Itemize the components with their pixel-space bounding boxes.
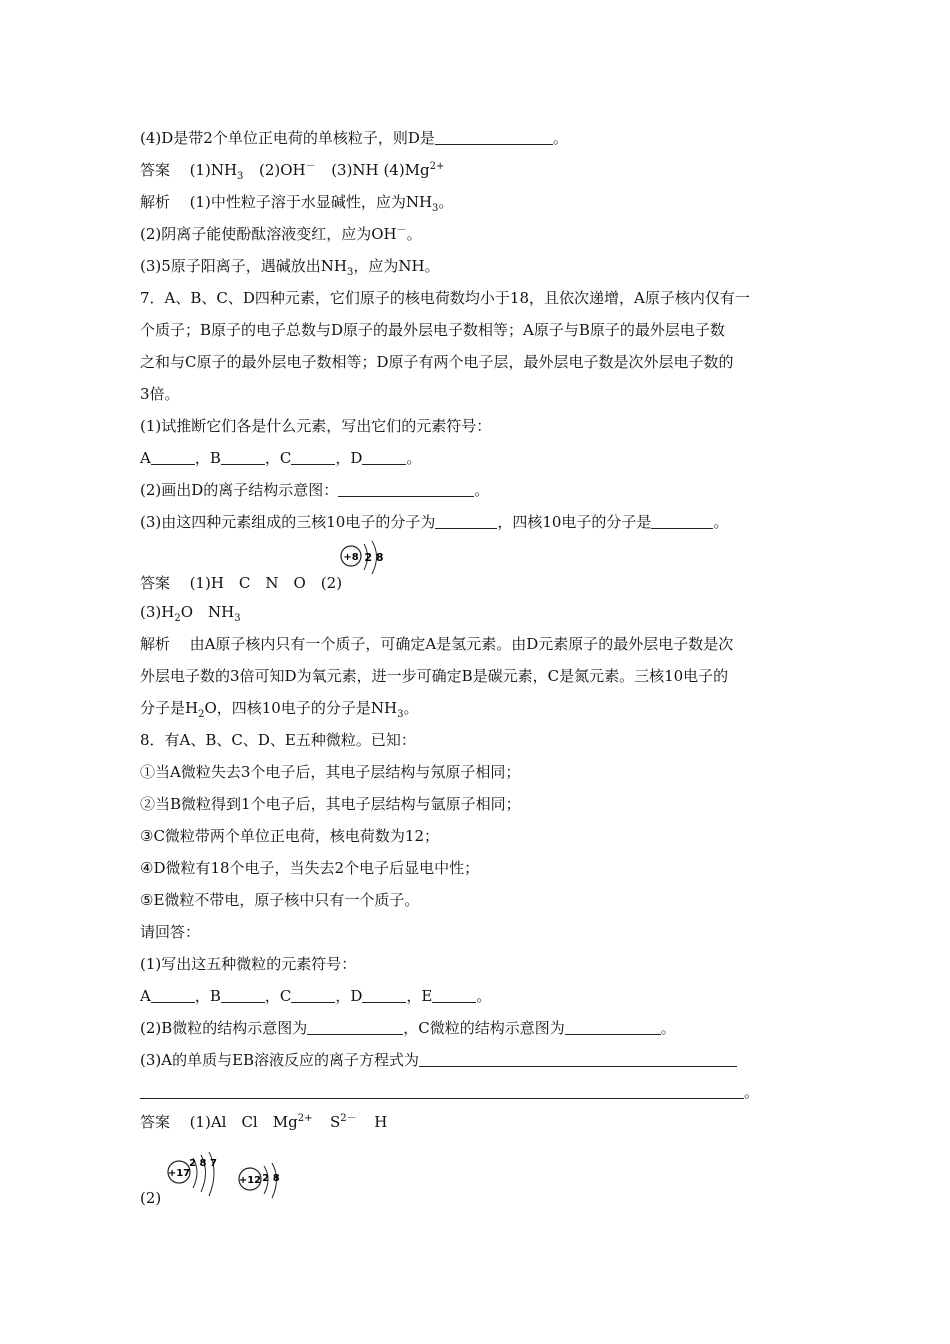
q8-answer-2: (2) (140, 1189, 162, 1207)
q6-analysis-3-sub: 3 (347, 267, 354, 278)
q8-diagram-c-shells: 2 8 (262, 1173, 280, 1184)
q7-analysis-3c: 。 (403, 699, 419, 717)
q6-answer (140, 160, 820, 180)
q7-blanks (140, 448, 820, 468)
q7-analysis-3-sub: 2 (198, 709, 205, 720)
q6-answer-1-sub: 3 (237, 171, 244, 182)
q7-stem-3: 之和与C原子的最外层电子数相等；D原子有两个电子层，最外层电子数是次外层电子数的 (140, 353, 734, 371)
q8-blank-e-label: ，E (406, 987, 433, 1005)
q7-part2-end: 。 (474, 481, 490, 499)
q8-condition-4: ④D微粒有18个电子，当失去2个电子后显电中性； (140, 859, 480, 877)
q8-blank-end: 。 (476, 987, 492, 1005)
q7-answer-3a: (3)H (140, 603, 175, 621)
q6-part4 (140, 128, 820, 148)
q8-part2-end: 。 (660, 1019, 676, 1037)
q8-answer-label: 答案 (140, 1113, 171, 1131)
q8-ask: 请回答： (140, 923, 201, 941)
q7-answer-3b: O NH (180, 603, 235, 621)
q8-part3-cont (140, 1082, 820, 1102)
q8-diagram-b-shells: 2 8 7 (189, 1158, 217, 1169)
q7-part3a: (3)由这四种元素组成的三核10电子的分子为 (140, 513, 436, 531)
q7-answer-label: 答案 (140, 574, 171, 592)
q6-part4-blank[interactable] (435, 130, 553, 145)
q7-analysis-1 (140, 634, 820, 654)
q8-part2a: (2)B微粒的结构示意图为 (140, 1019, 308, 1037)
q6-answer-2-sup: － (305, 161, 316, 172)
q6-answer-4-sup: 2+ (429, 161, 445, 172)
q7-blank-d-label: ，D (335, 449, 363, 467)
q7-diagram-shells: 2 8 (364, 551, 384, 564)
q7-blank-b-label: ，B (194, 449, 221, 467)
q8-stem: 8．有A、B、C、D、E五种微粒。已知： (140, 731, 416, 749)
q6-answer-3: (3)NH (331, 161, 379, 179)
q8-part2-blank-2[interactable] (565, 1020, 661, 1035)
q6-analysis-3b: ，应为NH。 (353, 257, 440, 275)
q8-part3 (140, 1050, 820, 1070)
q8-answer-1c: H (374, 1113, 388, 1131)
q7-analysis-3b: O，四核10电子的分子是NH (204, 699, 398, 717)
q8-part1: (1)写出这五种微粒的元素符号： (140, 955, 357, 973)
q7-analysis-3a: 分子是H (140, 699, 199, 717)
q8-blank-e[interactable] (432, 988, 476, 1003)
q7-part3-end: 。 (713, 513, 729, 531)
q8-blank-a-label: A (140, 987, 151, 1005)
q7-blank-end: 。 (406, 449, 422, 467)
q7-answer-1: (1)H C N O (2) (189, 574, 343, 592)
q6-part4-end: 。 (552, 129, 568, 147)
q8-answer-1-sup: 2+ (297, 1113, 313, 1124)
q7-diagram-nucleus: +8 (343, 552, 359, 563)
q7-answer-3-sub2: 3 (234, 613, 241, 624)
q7-blank-a-label: A (140, 449, 151, 467)
q7-part3 (140, 512, 820, 532)
q7-analysis-2: 外层电子数的3倍可知D为氧元素，进一步可确定B是碳元素，C是氮元素。三核10电子的 (140, 667, 729, 685)
q7-part2-text: (2)画出D的离子结构示意图： (140, 481, 339, 499)
q8-condition-5: ⑤E微粒不带电，原子核中只有一个质子。 (140, 891, 420, 909)
q7-stem-2: 个质子；B原子的电子总数与D原子的最外层电子数相等；A原子与B原子的最外层电子数 (140, 321, 725, 339)
q8-diagram-c-nucleus: +12 (238, 1175, 262, 1186)
q7-part3-blank-1[interactable] (435, 514, 497, 529)
q8-answer-1a: (1)Al Cl Mg (189, 1113, 298, 1131)
q8-part2-blank-1[interactable] (307, 1020, 403, 1035)
q8-blank-c-label: ，C (264, 987, 292, 1005)
q7-blank-c-label: ，C (264, 449, 292, 467)
q8-blank-d-label: ，D (335, 987, 363, 1005)
q8-part2b: ，C微粒的结构示意图为 (403, 1019, 565, 1037)
q7-oxide-ion-diagram (337, 540, 393, 592)
q6-answer-label: 答案 (140, 161, 171, 179)
q8-condition-2: ②当B微粒得到1个电子后，其电子层结构与氩原子相同； (140, 795, 521, 813)
q6-analysis-3a: (3)5原子阳离子，遇碱放出NH (140, 257, 347, 275)
q6-answer-2: (2)OH (258, 161, 306, 179)
q8-answer (140, 1112, 820, 1132)
q7-answer (140, 573, 820, 593)
q7-blank-a[interactable] (151, 450, 195, 465)
q7-stem-4: 3倍。 (140, 385, 180, 403)
q6-part4-text: (4)D是带2个单位正电荷的单核粒子，则D是 (140, 129, 435, 147)
q6-answer-1: (1)NH (189, 161, 238, 179)
q7-analysis-3-sub2: 3 (397, 709, 404, 720)
q6-analysis-2 (140, 224, 820, 244)
q6-analysis-label: 解析 (140, 193, 171, 211)
q8-blank-c[interactable] (291, 988, 335, 1003)
q7-part2-blank[interactable] (338, 482, 474, 497)
q8-blank-b-label: ，B (194, 987, 221, 1005)
q8-part3-end: 。 (744, 1083, 760, 1101)
q7-analysis-3 (140, 698, 820, 718)
q7-analysis-1-text: 由A原子核内只有一个质子，可确定A是氢元素。由D元素原子的最外层电子数是次 (189, 635, 734, 653)
q8-blank-b[interactable] (221, 988, 265, 1003)
q6-analysis-2b: 。 (406, 225, 422, 243)
q8-blanks (140, 986, 820, 1006)
q8-answer-1b: S (330, 1113, 341, 1131)
q8-part3-text: (3)A的单质与EB溶液反应的离子方程式为 (140, 1051, 420, 1069)
q8-blank-a[interactable] (151, 988, 195, 1003)
q6-analysis-1b: 。 (438, 193, 454, 211)
q8-condition-1: ①当A微粒失去3个电子后，其电子层结构与氖原子相同； (140, 763, 521, 781)
q7-analysis-label: 解析 (140, 635, 171, 653)
q8-part3-blank-2[interactable] (140, 1084, 744, 1099)
q8-part3-blank-1[interactable] (419, 1052, 737, 1067)
q7-answer-3 (140, 602, 820, 622)
q7-stem-1: 7．A、B、C、D四种元素，它们原子的核电荷数均小于18，且依次递增，A原子核内仅有一 (140, 289, 750, 307)
q8-answer-1-sup2: 2－ (340, 1113, 357, 1124)
q6-analysis-3 (140, 256, 820, 276)
q7-blank-d[interactable] (362, 450, 406, 465)
q7-part3b: ，四核10电子的分子是 (497, 513, 652, 531)
q7-part2 (140, 480, 820, 500)
q8-blank-d[interactable] (362, 988, 406, 1003)
q6-analysis-1 (140, 192, 820, 212)
q7-blank-b[interactable] (221, 450, 265, 465)
q6-analysis-2-sup: － (396, 225, 407, 236)
q7-part3-blank-2[interactable] (651, 514, 713, 529)
q7-answer-3-sub: 2 (174, 613, 181, 624)
q6-analysis-1a: (1)中性粒子溶于水显碱性，应为NH (189, 193, 433, 211)
q8-condition-3: ③C微粒带两个单位正电荷，核电荷数为12； (140, 827, 440, 845)
q8-part2 (140, 1018, 820, 1038)
q6-answer-4: (4)Mg (383, 161, 430, 179)
q6-analysis-2a: (2)阴离子能使酚酞溶液变红，应为OH (140, 225, 397, 243)
q6-analysis-1-sub: 3 (432, 203, 439, 214)
q7-part1: (1)试推断它们各是什么元素，写出它们的元素符号： (140, 417, 492, 435)
q8-diagram-b-nucleus: +17 (167, 1168, 191, 1179)
q7-blank-c[interactable] (291, 450, 335, 465)
